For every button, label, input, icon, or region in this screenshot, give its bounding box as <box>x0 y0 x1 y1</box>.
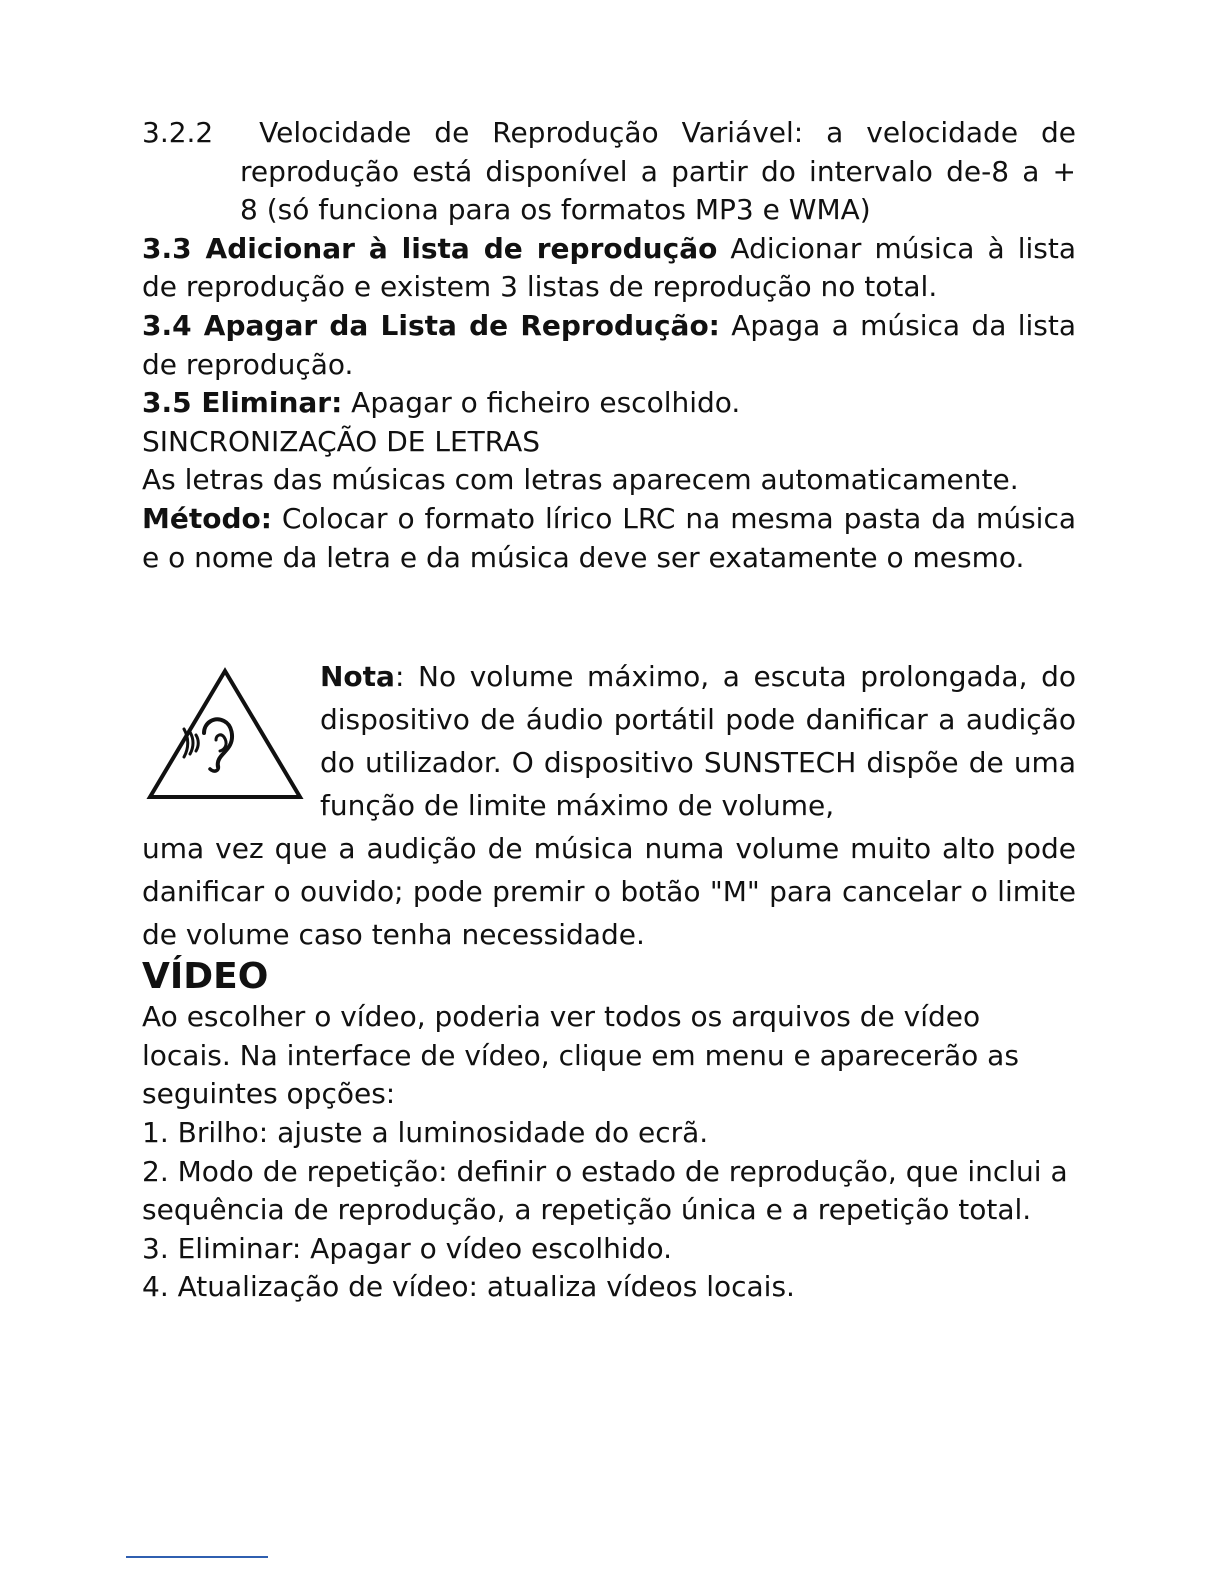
video-item-4: 4. Atualização de vídeo: atualiza vídeos locais. <box>142 1270 795 1304</box>
note-text-beside-icon <box>320 655 1076 827</box>
video-item-3: 3. Eliminar: Apagar o vídeo escolhido. <box>142 1231 672 1265</box>
item-3-2-2-line3: 8 (só funciona para os formatos MP3 e WMA) <box>240 193 871 227</box>
item-3-2-2-text-1: Velocidade de Reprodução Variável: a velocidade de <box>259 116 1076 149</box>
item-number: 3.2.2 <box>142 116 214 149</box>
item-3-4-text: Apaga a música da lista de reprodução. <box>142 308 1076 381</box>
manual-page <box>142 114 1076 1307</box>
note-label: Nota <box>320 660 395 694</box>
item-3-4 <box>142 307 1076 384</box>
item-3-2-2-line1 <box>142 114 1076 153</box>
method-label: Método: <box>142 501 272 535</box>
lyrics-heading: SINCRONIZAÇÃO DE LETRAS <box>142 424 541 458</box>
item-3-2-2-line2: reprodução está disponível a partir do intervalo de-8 a + <box>240 154 1076 188</box>
note-text-1: : No volume máximo, a escuta prolongada, do dispositivo de áudio portátil pode danificar a audição do utilizador. O dispositivo SUNSTECH dispõe de uma função de limite máximo de volume, <box>320 660 1076 823</box>
item-3-5-title: 3.5 Eliminar: <box>142 386 343 420</box>
note-block <box>142 655 1076 956</box>
hearing-warning-icon <box>146 665 304 803</box>
note-text-after-icon: uma vez que a audição de música numa volume muito alto pode danificar o ouvido; pode premir o botão "M" para cancelar o limite de volume caso tenha necessidade. <box>142 832 1076 952</box>
video-item-2: 2. Modo de repetição: definir o estado de reprodução, que inclui a sequência de reprodução, a repetição única e a repetição total. <box>142 1154 1068 1227</box>
item-3-3 <box>142 230 1076 307</box>
method-text: Colocar o formato lírico LRC na mesma pasta da música e o nome da letra e da música deve ser exatamente o mesmo. <box>142 501 1076 574</box>
footer-rule <box>126 1556 268 1558</box>
item-3-3-title: 3.3 Adicionar à lista de reprodução <box>142 231 718 265</box>
item-3-5-text: Apagar o ficheiro escolhido. <box>342 386 741 420</box>
video-item-1: 1. Brilho: ajuste a luminosidade do ecrã. <box>142 1115 709 1149</box>
video-intro: Ao escolher o vídeo, poderia ver todos os arquivos de vídeo locais. Na interface de vídeo, clique em menu e aparecerão as seguintes opções: <box>142 1000 1019 1111</box>
item-3-5 <box>142 384 1076 423</box>
item-3-3-text: Adicionar música à lista de reprodução e existem 3 listas de reprodução no total. <box>142 231 1076 304</box>
item-3-2-2 <box>142 114 1076 230</box>
lyrics-line1: As letras das músicas com letras aparecem automaticamente. <box>142 463 1019 497</box>
video-title: VÍDEO <box>142 956 269 998</box>
item-3-4-title: 3.4 Apagar da Lista de Reprodução: <box>142 308 720 342</box>
lyrics-method <box>142 500 1076 577</box>
